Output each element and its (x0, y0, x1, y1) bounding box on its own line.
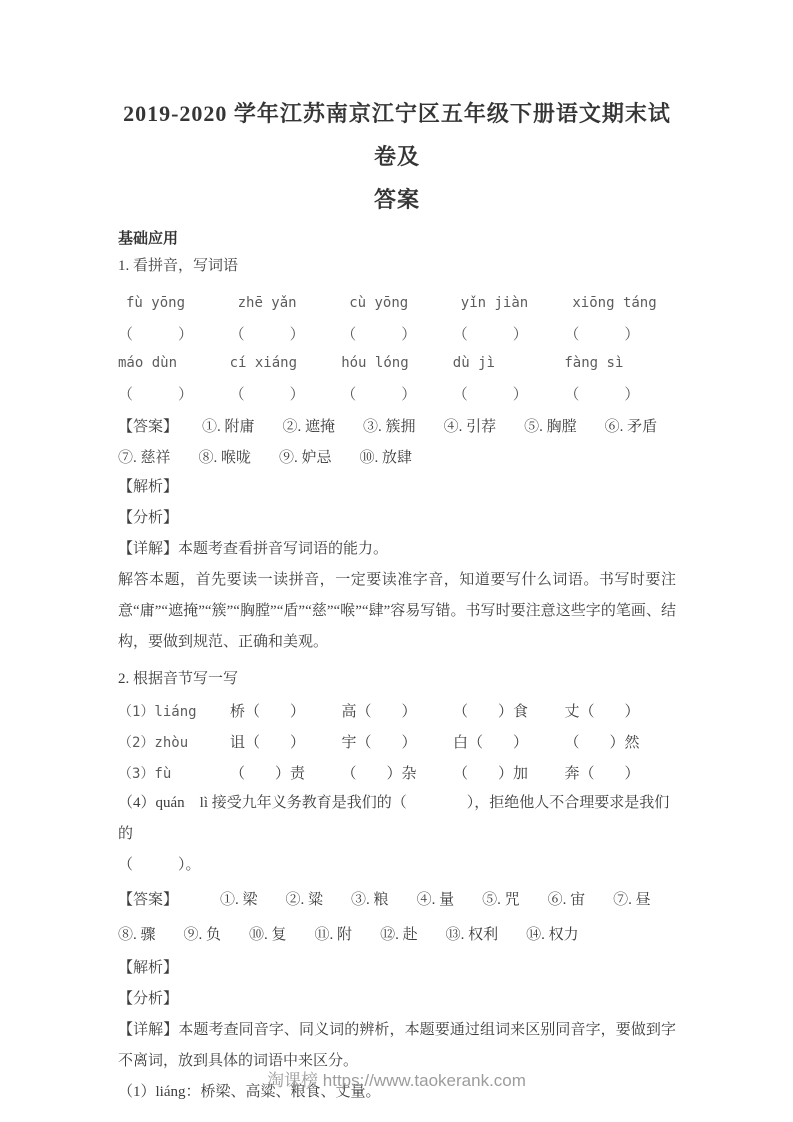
q2-row-label: （1）liáng (118, 703, 197, 720)
q2-answers-row-2 (118, 918, 676, 949)
answer-item: ⑥. 矛盾 (604, 419, 658, 435)
q1-pinyin-row-2 (118, 348, 676, 378)
q2-row-4-line2: （ ）。 (118, 857, 201, 873)
q2-cell: （ ）杂 (341, 766, 417, 782)
pinyin-item: cù yōng (349, 295, 409, 311)
answer-item: ③. 簇拥 (363, 419, 416, 435)
q2-row-4-line1: （4）quán lì 接受九年义务教育是我们的（ ），拒绝他人不合理要求是我们的 (118, 795, 670, 842)
q1-pinyin-row-1 (118, 288, 676, 318)
blank-pair: （ ） (564, 326, 640, 343)
pinyin-item: zhē yǎn (237, 295, 297, 311)
answer-item: ⑪. 附 (314, 927, 353, 943)
q2-fenxi-label: 【分析】 (118, 991, 179, 1007)
pinyin-item: xiōng táng (572, 295, 657, 311)
answer-item: ⑨. 负 (183, 927, 222, 943)
q2-cell: （ ）食 (453, 704, 529, 720)
answer-item: ④. 量 (416, 892, 455, 908)
answer-label: 【答案】 (118, 419, 179, 435)
answer-item: ⑫. 赴 (380, 927, 418, 943)
q1-detail-paragraph: 解答本题，首先要读一读拼音，一定要读准字音，知道要写什么词语。书写时要注意“庸”“遮掩”“簇”“胸膛”“盾”“慈”“喉”“肆”容易写错。书写时要注意这些字的笔画、结构，要做到规范、正确和美观。 (118, 572, 676, 650)
q2-row-1 (118, 695, 676, 726)
q2-cell: 奔（ ） (564, 766, 640, 782)
section-heading: 基础应用 (118, 231, 179, 247)
answer-item: ⑧. 骤 (118, 927, 156, 943)
answer-item: ①. 附庸 (202, 419, 255, 435)
q1-jiexi-label: 【解析】 (118, 479, 179, 495)
blank-pair: （ ） (452, 386, 528, 403)
answer-item: ⑩. 复 (249, 927, 287, 943)
q2-cell: （ ）然 (564, 735, 640, 751)
answer-item: ⑩. 放肆 (359, 450, 413, 466)
q1-detail-line: 【详解】本题考查看拼音写词语的能力。 (118, 541, 389, 557)
blank-pair: （ ） (452, 326, 528, 343)
blank-pair: （ ） (118, 386, 194, 403)
q2-cell: 诅（ ） (230, 735, 306, 751)
q2-cell: 丈（ ） (564, 704, 640, 720)
blank-pair: （ ） (341, 386, 417, 403)
q1-answers-row-2 (118, 441, 676, 472)
answer-item: ④. 引荐 (443, 419, 497, 435)
q2-detail-paragraph: 【详解】本题考查同音字、同义词的辨析，本题要通过组词来区别同音字，要做到字不离词，放到具体的词语中来区分。 (118, 1022, 676, 1069)
blank-pair: （ ） (229, 386, 305, 403)
document-title-line1: 2019-2020 学年江苏南京江宁区五年级下册语文期末试卷及 (123, 101, 671, 169)
q2-cell: 宇（ ） (341, 735, 417, 751)
pinyin-item: hóu lóng (341, 355, 409, 371)
pinyin-item: fàng sì (564, 355, 624, 371)
answer-item: ⑨. 妒忌 (279, 450, 332, 466)
answer-item: ⑤. 胸膛 (524, 419, 577, 435)
answer-item: ⑥. 宙 (547, 892, 586, 908)
answer-item: ⑦. 慈祥 (118, 450, 171, 466)
q1-answers-row-1 (118, 410, 676, 441)
q1-blank-row-2 (118, 378, 676, 408)
q2-heading: 2. 根据音节写一写 (118, 671, 239, 687)
answer-item: ⑬. 权利 (445, 927, 499, 943)
q2-cell: 高（ ） (341, 704, 417, 720)
pinyin-item: dù jì (452, 355, 495, 371)
q2-answers-row-1 (118, 883, 676, 914)
answer-item: ②. 遮掩 (282, 419, 336, 435)
q1-blank-row-1 (118, 318, 676, 348)
answer-item: ②. 粱 (285, 892, 324, 908)
q2-cell: （ ）责 (230, 766, 306, 782)
document-title (118, 92, 676, 221)
q2-cell: 白（ ） (453, 735, 529, 751)
answer-item: ⑦. 昼 (613, 892, 651, 908)
q2-row-2 (118, 726, 676, 757)
q2-detail-item1: （1）liáng：桥梁、高粱、粮食、丈量。 (118, 1084, 381, 1100)
q2-row-label: （3）fù (118, 765, 172, 782)
q2-jiexi-label: 【解析】 (118, 960, 179, 976)
q2-cell: 桥（ ） (230, 704, 306, 720)
answer-item: ⑭. 权力 (526, 927, 579, 943)
pinyin-item: máo dùn (118, 355, 178, 371)
blank-pair: （ ） (229, 326, 305, 343)
blank-pair: （ ） (118, 326, 194, 343)
q1-heading: 1. 看拼音，写词语 (118, 258, 239, 274)
pinyin-item: cí xiáng (229, 355, 298, 371)
pinyin-item: yǐn jiàn (460, 295, 529, 311)
q1-fenxi-label: 【分析】 (118, 510, 179, 526)
answer-item: ⑤. 咒 (482, 892, 520, 908)
answer-item: ⑧. 喉咙 (198, 450, 252, 466)
answer-label: 【答案】 (118, 892, 179, 908)
answer-item: ③. 粮 (351, 892, 389, 908)
document-title-line2: 答案 (373, 187, 420, 212)
site-footer: 淘课榜 https://www.taokerank.com (267, 1071, 526, 1090)
document-content (118, 92, 676, 1108)
q2-cell: （ ）加 (453, 766, 529, 782)
q2-row-3 (118, 757, 676, 788)
q2-row-label: （2）zhòu (118, 734, 189, 751)
pinyin-item: fù yōng (126, 295, 186, 311)
blank-pair: （ ） (341, 326, 417, 343)
answer-item: ①. 梁 (220, 892, 258, 908)
blank-pair: （ ） (564, 386, 640, 403)
